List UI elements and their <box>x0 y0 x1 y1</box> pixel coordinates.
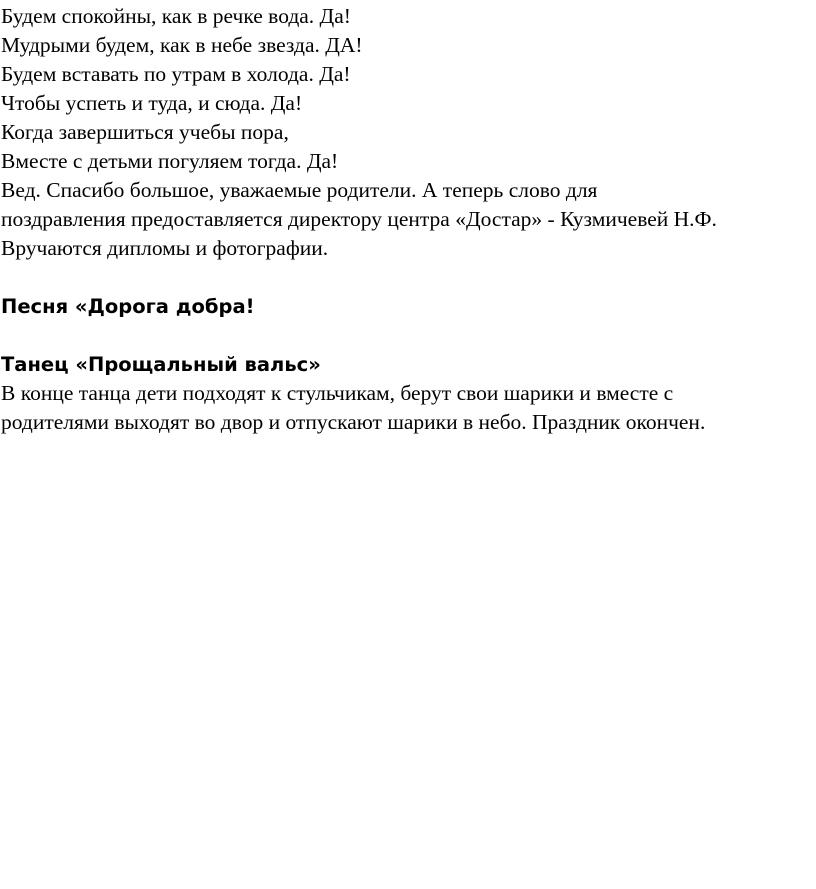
poem-line: Будем спокойны, как в речке вода. Да! <box>1 4 351 28</box>
document-body <box>1 2 816 437</box>
speech-line: Вручаются дипломы и фотографии. <box>1 236 329 260</box>
blank-line <box>1 263 816 292</box>
poem-line: Чтобы успеть и туда, и сюда. Да! <box>1 91 303 115</box>
closing-line: В конце танца дети подходят к стульчикам, берут свои шарики и вместе с <box>1 381 674 405</box>
poem-line: Мудрыми будем, как в небе звезда. ДА! <box>1 33 363 57</box>
poem-line: Вместе с детьми погуляем тогда. Да! <box>1 149 339 173</box>
speech-line: Вед. Спасибо большое, уважаемые родители. А теперь слово для <box>1 178 598 202</box>
blank-line <box>1 321 816 350</box>
speech-line: поздравления предоставляется директору центра «Достар» - Кузмичевей Н.Ф. <box>1 207 717 231</box>
poem-line: Будем вставать по утрам в холода. Да! <box>1 62 351 86</box>
dance-heading: Танец «Прощальный вальс» <box>1 353 321 376</box>
closing-line: родителями выходят во двор и отпускают шарики в небо. Праздник окончен. <box>1 410 706 434</box>
poem-line: Когда завершиться учебы пора, <box>1 120 289 144</box>
song-heading: Песня «Дорога добра! <box>1 295 255 318</box>
